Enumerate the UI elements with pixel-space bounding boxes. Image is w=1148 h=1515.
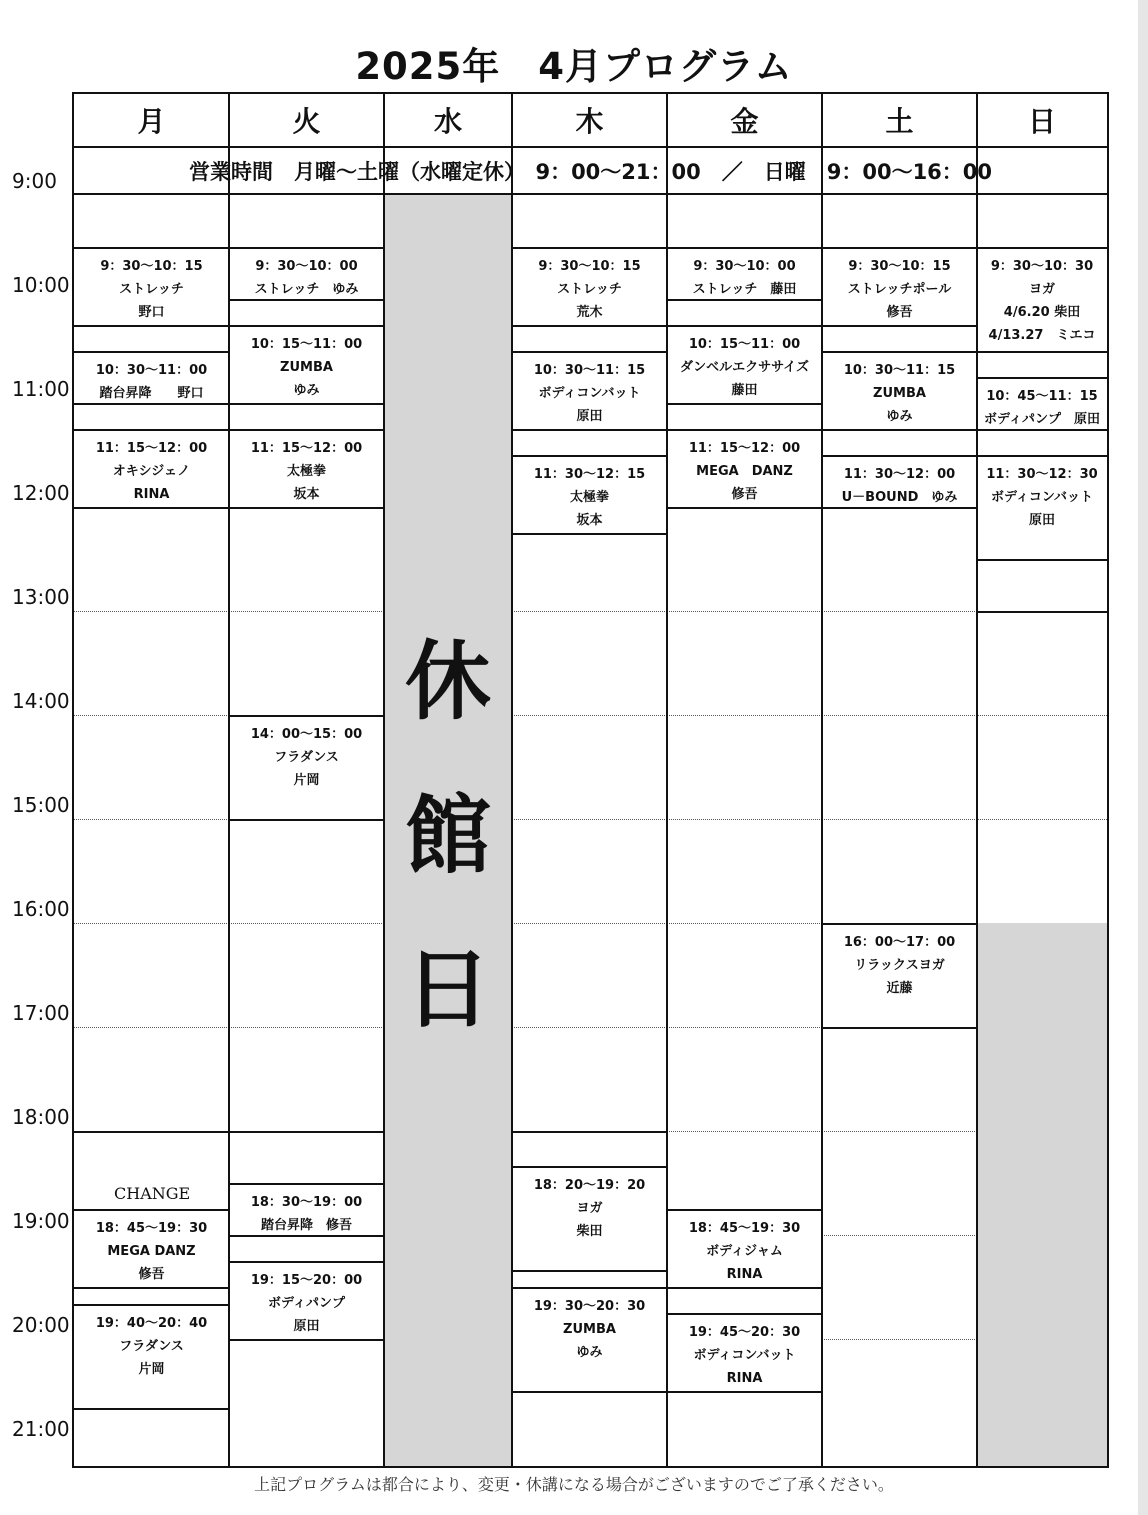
sunday-closed-area	[977, 923, 1107, 1466]
hour-gridline	[667, 611, 822, 612]
class-detail: ストレッチ	[557, 282, 622, 297]
day-header-thu: 木	[575, 105, 604, 138]
empty-slot	[229, 1131, 384, 1185]
class-time: 19：30〜20：30	[533, 1299, 646, 1314]
time-label: 12:00	[12, 481, 70, 505]
closed-day-char: 日	[405, 940, 491, 1040]
empty-slot	[74, 325, 229, 353]
class-detail: MEGA DANZ	[107, 1244, 196, 1259]
class-detail: ZUMBA	[563, 1322, 616, 1337]
class-block	[667, 429, 822, 509]
class-detail: ヨガ	[576, 1200, 603, 1216]
class-time: 19：45〜20：30	[688, 1325, 801, 1340]
column-divider	[821, 94, 823, 1466]
empty-slot	[229, 1235, 384, 1263]
class-time: 10：45〜11：15	[986, 389, 1098, 404]
class-block	[229, 715, 384, 821]
class-block	[977, 455, 1107, 561]
class-block	[667, 325, 822, 405]
hour-gridline	[229, 1027, 384, 1028]
class-time: 11：15〜12：00	[250, 441, 363, 456]
time-label: 11:00	[12, 377, 70, 401]
hour-gridline	[74, 923, 229, 924]
class-detail: 原田	[293, 1319, 320, 1334]
empty-slot	[977, 351, 1107, 379]
time-label: 17:00	[12, 1001, 70, 1025]
class-detail: 修吾	[731, 487, 758, 502]
class-detail: 柴田	[576, 1223, 603, 1239]
class-block	[74, 351, 229, 405]
class-block	[667, 247, 822, 301]
hour-gridline	[822, 1235, 977, 1236]
class-detail: 4/13.27 ミエコ	[988, 328, 1096, 343]
class-detail: ボディパンプ 原田	[984, 412, 1100, 427]
class-block	[229, 1183, 384, 1237]
class-time: 10：30〜11：15	[533, 363, 646, 378]
time-label: 14:00	[12, 689, 70, 713]
class-detail: 4/6.20 柴田	[1003, 305, 1081, 320]
empty-slot	[977, 559, 1107, 613]
day-header-mon: 月	[137, 105, 166, 138]
class-time: 19：15〜20：00	[250, 1273, 363, 1288]
class-detail: 片岡	[138, 1362, 165, 1378]
empty-slot	[229, 299, 384, 327]
class-time: 10：30〜11：15	[843, 363, 956, 378]
class-time: 9：30〜10：00	[255, 259, 358, 274]
closed-day-char: 館	[405, 786, 491, 886]
class-detail: ゆみ	[886, 409, 913, 424]
class-time: 10：30〜11：00	[95, 363, 208, 378]
empty-slot	[512, 429, 667, 457]
class-block	[229, 429, 384, 509]
class-block	[512, 247, 667, 327]
time-label: 19:00	[12, 1209, 70, 1233]
class-time: 11：30〜12：30	[986, 467, 1098, 482]
class-time: 14：00〜15：00	[250, 727, 363, 742]
time-label: 9:00	[12, 169, 57, 193]
class-detail: 原田	[576, 409, 603, 424]
class-block	[667, 1313, 822, 1393]
day-header-wed: 水	[433, 105, 462, 138]
class-time: 18：45〜19：30	[95, 1221, 208, 1236]
footer-note: 上記プログラムは都合により、変更・休講になる場合がございますのでご了承ください。	[254, 1475, 894, 1494]
class-detail: ストレッチ ゆみ	[254, 282, 359, 297]
class-detail: 坂本	[576, 513, 603, 528]
class-block	[822, 455, 977, 509]
class-time: 9：30〜10：15	[848, 259, 951, 274]
class-block	[74, 247, 229, 327]
hour-gridline	[667, 715, 822, 716]
class-detail: ダンベルエクササイズ	[679, 360, 810, 375]
empty-slot	[512, 1131, 667, 1168]
class-detail: 近藤	[886, 981, 913, 996]
class-detail: 修吾	[886, 305, 913, 320]
class-block	[229, 247, 384, 301]
closed-day-label	[384, 632, 512, 1101]
class-detail: 踏台昇降 修吾	[260, 1218, 352, 1233]
time-label: 15:00	[12, 793, 70, 817]
class-detail: RINA	[133, 487, 170, 502]
day-header-sat: 土	[885, 105, 914, 138]
class-time: 16：00〜17：00	[843, 935, 956, 950]
class-detail: ボディコンバット	[538, 386, 641, 401]
class-detail: ボディコンバット	[990, 490, 1094, 505]
hour-gridline	[822, 1339, 977, 1340]
class-detail: ストレッチポール	[847, 282, 952, 297]
class-block	[229, 325, 384, 405]
class-detail: 太極拳	[286, 464, 326, 479]
day-header-tue: 火	[292, 105, 321, 138]
hour-gridline	[512, 611, 667, 612]
class-detail: 荒木	[576, 305, 603, 320]
hour-gridline	[977, 715, 1107, 716]
class-block	[74, 1209, 229, 1289]
class-detail: オキシジェノ	[112, 464, 191, 479]
change-label: CHANGE	[114, 1184, 191, 1203]
schedule-grid	[72, 92, 1109, 1468]
hour-gridline	[667, 819, 822, 820]
class-block	[667, 1209, 822, 1289]
class-time: 10：15〜11：00	[688, 337, 801, 352]
class-time: 18：30〜19：00	[250, 1195, 363, 1210]
class-time: 9：30〜10：15	[538, 259, 641, 274]
class-block	[977, 377, 1107, 431]
class-block	[822, 923, 977, 1029]
class-detail: ゆみ	[293, 383, 320, 398]
empty-slot	[512, 325, 667, 353]
business-hours-banner: 営業時間 月曜〜土曜（水曜定休） 9：00〜21：00 ／ 日曜 9：00〜16：00	[74, 146, 1107, 195]
class-time: 10：15〜11：00	[250, 337, 363, 352]
column-divider	[666, 94, 668, 1466]
hour-gridline	[822, 819, 977, 820]
class-detail: ZUMBA	[280, 360, 333, 375]
hour-gridline	[822, 1131, 977, 1132]
class-detail: 片岡	[293, 773, 320, 788]
class-detail: 原田	[1028, 513, 1055, 528]
class-detail: 太極拳	[569, 490, 609, 505]
class-block	[512, 1287, 667, 1393]
class-detail: ストレッチ 藤田	[692, 282, 797, 297]
class-detail: ゆみ	[576, 1345, 603, 1360]
class-detail: ストレッチ	[119, 282, 184, 297]
class-time: 18：20〜19：20	[533, 1177, 646, 1193]
class-detail: RINA	[726, 1371, 763, 1386]
class-detail: ZUMBA	[873, 386, 926, 401]
hour-gridline	[74, 1027, 229, 1028]
class-block	[74, 429, 229, 509]
class-time: 9：30〜10：30	[990, 259, 1094, 274]
class-detail: 坂本	[293, 487, 320, 502]
hour-gridline	[512, 819, 667, 820]
hour-gridline	[667, 923, 822, 924]
time-label: 16:00	[12, 897, 70, 921]
class-block	[512, 1166, 667, 1272]
hour-gridline	[667, 1131, 822, 1132]
hour-gridline	[667, 1027, 822, 1028]
class-detail: 踏台昇降 野口	[99, 386, 204, 401]
empty-slot	[822, 429, 977, 457]
column-divider	[511, 94, 513, 1466]
empty-slot	[667, 299, 822, 327]
empty-slot	[667, 403, 822, 431]
class-time: 11：15〜12：00	[95, 441, 208, 456]
hour-gridline	[74, 611, 229, 612]
hour-gridline	[229, 611, 384, 612]
class-time: 18：45〜19：30	[688, 1221, 801, 1236]
class-time: 11：30〜12：15	[533, 467, 646, 482]
class-block	[512, 455, 667, 535]
hour-gridline	[977, 819, 1107, 820]
class-block	[822, 351, 977, 431]
page-edge-strip	[1138, 0, 1148, 1515]
hour-gridline	[822, 715, 977, 716]
class-time: 11：30〜12：00	[843, 467, 956, 482]
class-block	[229, 1261, 384, 1341]
empty-slot	[74, 403, 229, 431]
hour-gridline	[74, 715, 229, 716]
class-detail: ボディパンプ	[268, 1296, 345, 1311]
day-header-fri: 金	[730, 105, 759, 138]
class-block	[977, 247, 1107, 353]
empty-slot	[667, 1287, 822, 1315]
class-detail: リラックスヨガ	[854, 958, 945, 973]
time-label: 10:00	[12, 273, 70, 297]
class-detail: ボディジャム	[706, 1244, 783, 1259]
hour-gridline	[512, 1027, 667, 1028]
class-detail: 藤田	[731, 383, 758, 398]
class-detail: フラダンス	[119, 1339, 184, 1355]
column-divider	[976, 94, 978, 1466]
column-divider	[383, 94, 385, 1466]
class-time: 11：15〜12：00	[688, 441, 801, 456]
class-detail: ボディコンバット	[693, 1348, 796, 1363]
class-block	[512, 351, 667, 431]
hour-gridline	[512, 923, 667, 924]
empty-slot	[822, 325, 977, 353]
class-detail: MEGA DANZ	[696, 464, 793, 479]
closed-day-char: 休	[405, 632, 491, 732]
empty-slot	[229, 403, 384, 431]
time-label: 20:00	[12, 1313, 70, 1337]
hour-gridline	[512, 715, 667, 716]
class-block	[74, 1304, 229, 1410]
class-detail: RINA	[726, 1267, 763, 1282]
empty-slot	[977, 429, 1107, 457]
day-header-sun: 日	[1027, 105, 1056, 138]
hour-gridline	[229, 923, 384, 924]
class-time: 9：30〜10：00	[693, 259, 796, 274]
class-detail: U－BOUND ゆみ	[841, 490, 958, 505]
class-time: 19：40〜20：40	[95, 1316, 208, 1332]
class-detail: ヨガ	[1028, 282, 1055, 297]
class-detail: 野口	[138, 305, 165, 320]
hour-gridline	[822, 611, 977, 612]
time-label: 21:00	[12, 1417, 70, 1441]
class-detail: 修吾	[138, 1267, 165, 1282]
column-divider	[228, 94, 230, 1466]
page-title: 2025年 4月プログラム	[355, 45, 793, 88]
class-block	[822, 247, 977, 327]
time-label: 18:00	[12, 1105, 70, 1129]
class-detail: フラダンス	[274, 750, 339, 765]
time-label: 13:00	[12, 585, 70, 609]
class-time: 9：30〜10：15	[100, 259, 203, 274]
hour-gridline	[74, 819, 229, 820]
